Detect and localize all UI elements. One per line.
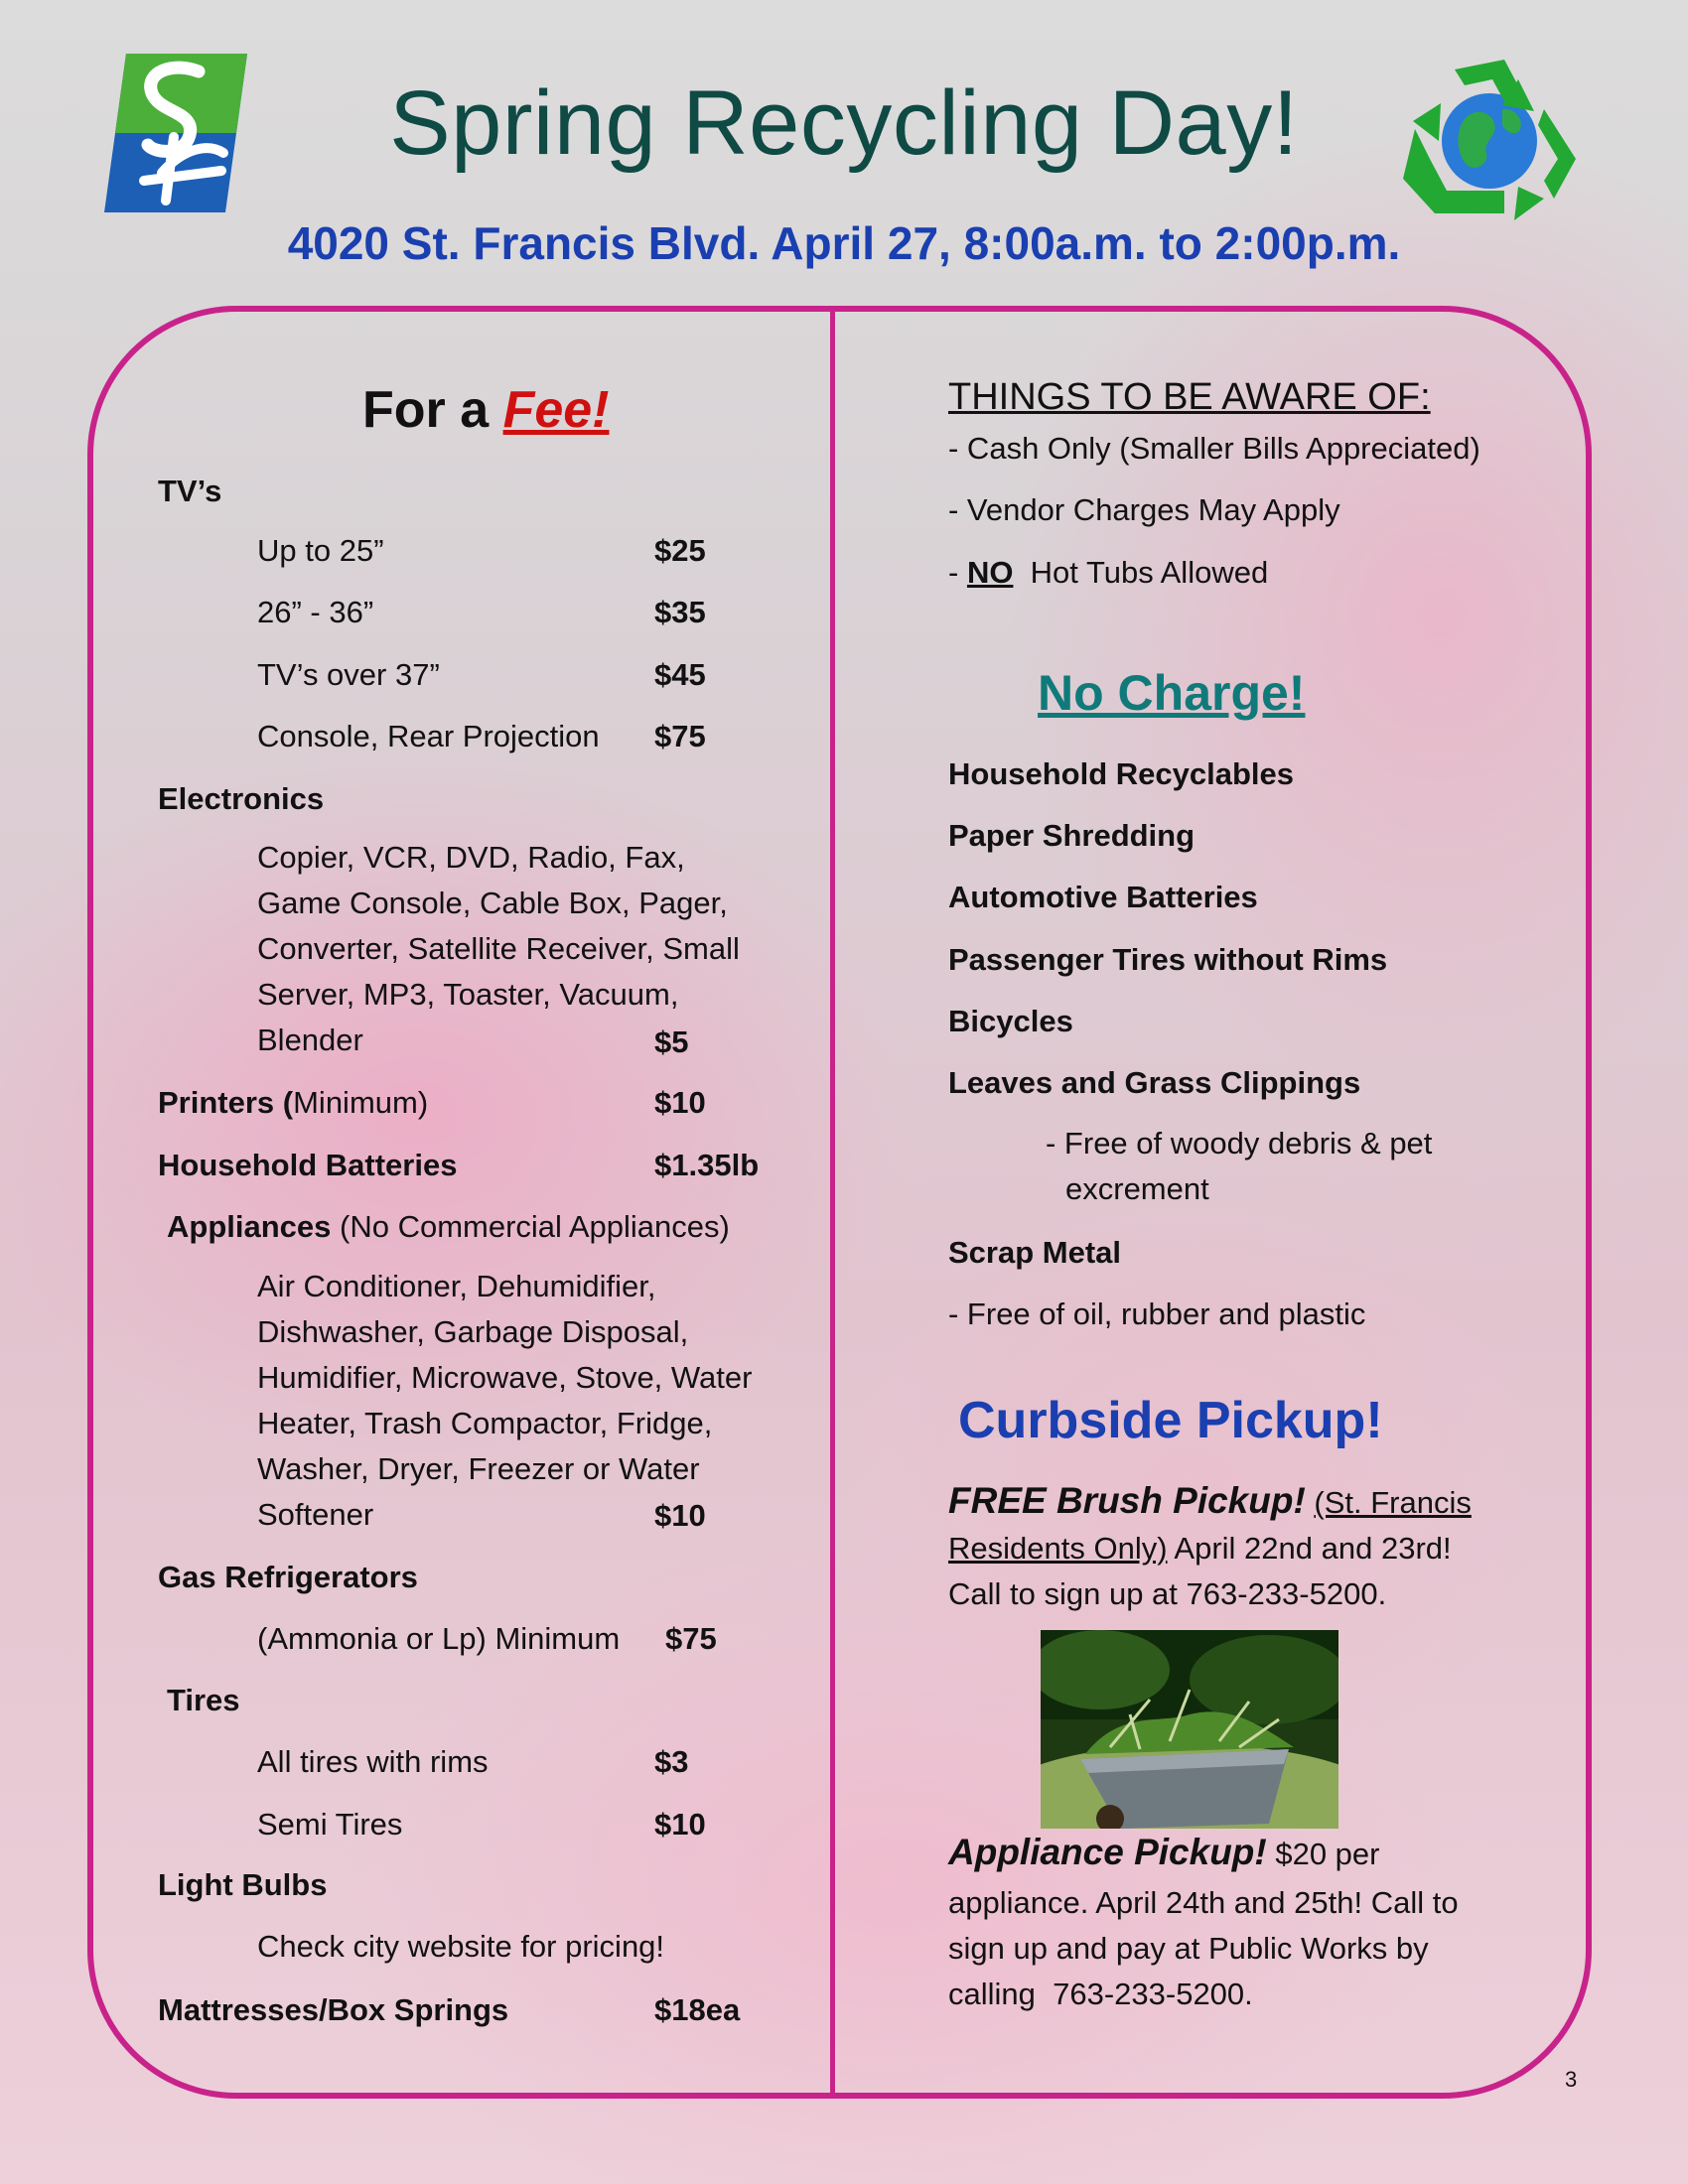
electronics-label: Electronics [158, 781, 325, 816]
tv-item-price: $35 [654, 595, 706, 629]
column-divider [830, 310, 835, 2095]
tire-item-price: $10 [654, 1807, 706, 1842]
tv-item-name: TV’s over 37” [257, 657, 440, 692]
tires-label: Tires [167, 1683, 240, 1717]
electronics-list: Copier, VCR, DVD, Radio, Fax, Game Console, Cable Box, Pager, Converter, Satellite Receiver, Small Server, MP3, Toaster, Vacuum, Blender [257, 840, 740, 1057]
gas-refrigerators-label: Gas Refrigerators [158, 1560, 418, 1594]
curbside-heading: Curbside Pickup! [958, 1392, 1383, 1449]
recycle-globe-icon [1395, 50, 1584, 223]
tv-item-price: $45 [654, 657, 706, 692]
tv-item-name: Up to 25” [257, 533, 384, 568]
tv-item-price: $75 [654, 719, 706, 753]
aware-heading: THINGS TO BE AWARE OF: [948, 376, 1431, 418]
appliance-pickup-line: calling 763-233-5200. [948, 1977, 1253, 2011]
light-bulbs-label: Light Bulbs [158, 1867, 328, 1902]
fee-heading: For a Fee! [362, 381, 610, 439]
appliances-list: Air Conditioner, Dehumidifier, Dishwasher, Garbage Disposal, Humidifier, Microwave, Stove, Water Heater, Trash Compactor, Fridge, Washer, Dryer, Freezer or Water Softener [257, 1269, 753, 1532]
appliance-pickup-line: appliance. April 24th and 25th! Call to [948, 1885, 1459, 1920]
appliance-pickup-line: Appliance Pickup! $20 per [948, 1832, 1380, 1872]
event-details: 4020 St. Francis Blvd. April 27, 8:00a.m. to 2:00p.m. [287, 217, 1401, 269]
aware-item: - Vendor Charges May Apply [948, 492, 1340, 527]
printers-price: $10 [654, 1085, 706, 1120]
tv-item-name: Console, Rear Projection [257, 719, 600, 753]
fee-emphasis: Fee! [502, 381, 610, 439]
electronics-price: $5 [654, 1024, 689, 1059]
scrap-metal-note: - Free of oil, rubber and plastic [948, 1297, 1366, 1331]
household-batteries-label: Household Batteries [158, 1148, 458, 1182]
brush-pickup-line: Residents Only) April 22nd and 23rd! [948, 1531, 1452, 1566]
page-number: 3 [1565, 2067, 1578, 2092]
leaves-note: - Free of woody debris & pet [1046, 1126, 1433, 1160]
mattresses-price: $18ea [654, 1992, 741, 2027]
tire-item-name: All tires with rims [257, 1744, 489, 1779]
no-charge-item: Automotive Batteries [948, 880, 1258, 914]
scrap-metal-label: Scrap Metal [948, 1235, 1122, 1270]
no-charge-item: Bicycles [948, 1004, 1073, 1038]
tire-item-price: $3 [654, 1744, 689, 1779]
tv-item-price: $25 [654, 533, 706, 568]
wheelbarrow-brush-photo [1041, 1630, 1338, 1829]
no-charge-heading: No Charge! [1038, 665, 1306, 721]
tvs-label: TV’s [158, 474, 222, 508]
appliances-price: $10 [654, 1498, 706, 1533]
no-charge-item: Leaves and Grass Clippings [948, 1065, 1361, 1100]
page-title: Spring Recycling Day! [389, 72, 1299, 174]
printers-label: Printers (Minimum) [158, 1085, 429, 1120]
tv-item-name: 26” - 36” [257, 595, 374, 629]
mattresses-label: Mattresses/Box Springs [158, 1992, 509, 2027]
no-charge-item: Passenger Tires without Rims [948, 942, 1388, 977]
tire-item-name: Semi Tires [257, 1807, 403, 1842]
aware-item: - Cash Only (Smaller Bills Appreciated) [948, 431, 1480, 466]
light-bulbs-detail: Check city website for pricing! [257, 1929, 665, 1964]
appliances-label: Appliances (No Commercial Appliances) [167, 1209, 730, 1244]
brush-pickup-line: Call to sign up at 763-233-5200. [948, 1576, 1387, 1611]
no-charge-item: Paper Shredding [948, 818, 1196, 853]
leaves-note: excrement [1065, 1171, 1209, 1206]
household-batteries-price: $1.35lb [654, 1148, 760, 1182]
gas-refrigerators-detail: (Ammonia or Lp) Minimum [257, 1621, 621, 1656]
aware-item-hot-tubs: - NO Hot Tubs Allowed [948, 555, 1269, 590]
gas-refrigerators-price: $75 [665, 1621, 717, 1656]
appliance-pickup-line: sign up and pay at Public Works by [948, 1931, 1429, 1966]
brush-pickup-line: FREE Brush Pickup! (St. Francis [948, 1480, 1472, 1521]
no-charge-item: Household Recyclables [948, 756, 1295, 791]
